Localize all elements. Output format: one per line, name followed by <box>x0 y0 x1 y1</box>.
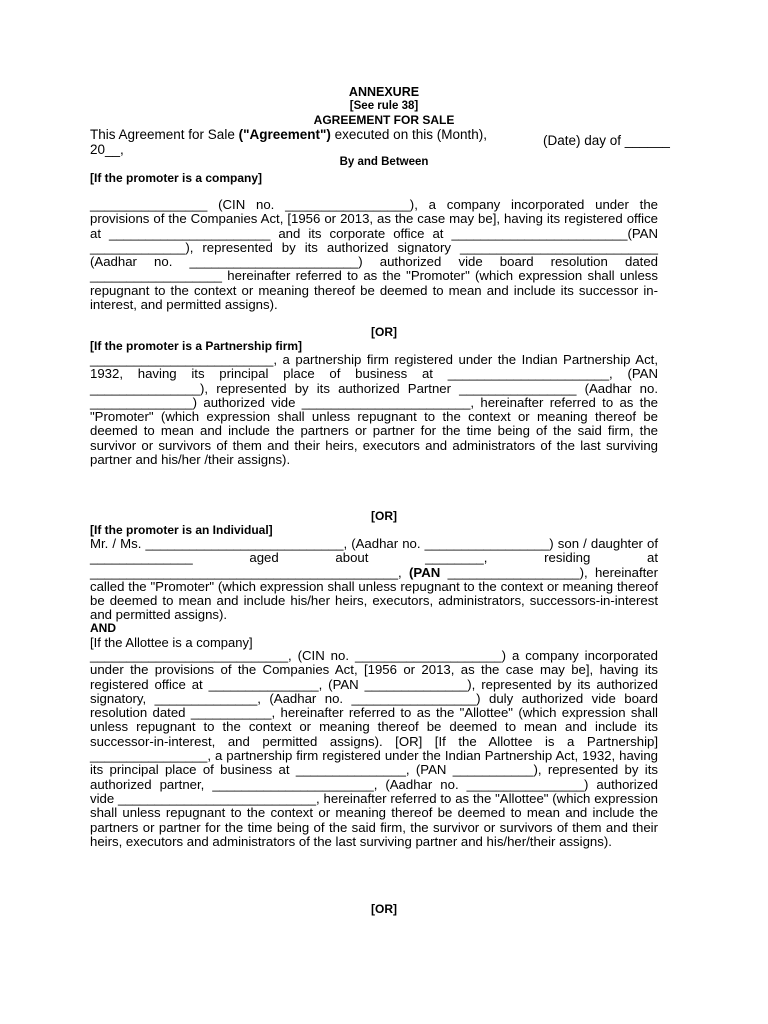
promoter-individual-text-b: __________________), hereinafter called the "Promoter" (which expression shall unless repugnant to the context or meaning thereof be deemed to mean and include his/her heirs, executors, administrators, successors-in-interest and permitted assigns). <box>90 564 658 623</box>
promoter-company-text: ________________ (CIN no. _________________), a company incorporated under the provisions of the Companies Act, [1956 or 2013, as the case may be], having its registered office at ______________________ and its corporate office at ________________________(PAN _____________), represented by its authorized signatory ___________________________ (Aadhar no. _______________________) authorized vide board resolution dated __________________ hereinafter referred to as the "Promoter" (which expression shall unless repugnant to the context or meaning thereof be deemed to mean and include its successor in-interest, and permitted assigns). <box>90 197 658 313</box>
or-separator-2: [OR] <box>371 509 397 523</box>
allottee-company-paragraph <box>90 649 658 849</box>
promoter-partnership-label: [If the promoter is a Partnership firm] <box>90 339 303 353</box>
intro-paragraph <box>90 127 510 157</box>
or-separator-1: [OR] <box>371 325 397 339</box>
allottee-company-label: [If the Allottee is a company] <box>90 635 253 650</box>
promoter-partnership-text: _________________________, a partnership firm registered under the Indian Partnership Act, 1932, having its principal place of business at ______________________, (PAN _______________), represented by its authorized Partner ________________ (Aadhar no. ______________) authorized vide _______________________, hereinafter referred to as the "Promoter" (which expression shall unless repugnant to the context or meaning thereof be deemed to mean and include the partners or partner for the time being of the said firm, the survivor or survivors of them and their heirs, executors and administrators of the last surviving partner and his/her /their assigns). <box>90 352 658 468</box>
intro-text-a: This Agreement for Sale <box>90 127 239 142</box>
by-and-between-heading: By and Between <box>339 156 429 168</box>
promoter-individual-text-a: Mr. / Ms. ___________________________, (Aadhar no. _________________) son / daughter of ______________ aged about ________, residing at __________________________________________, <box>90 536 658 580</box>
promoter-partnership-paragraph <box>90 353 658 467</box>
intro-text-c: executed on this (Month), 20__, <box>90 127 487 157</box>
promoter-individual-pan: (PAN <box>409 564 441 580</box>
annexure-heading: ANNEXURE <box>348 85 420 99</box>
intro-agreement-term: ("Agreement") <box>238 127 331 142</box>
rule-reference: [See rule 38] <box>349 100 419 112</box>
promoter-individual-label: [If the promoter is an Individual] <box>90 523 273 537</box>
document-title: AGREEMENT FOR SALE <box>313 113 455 127</box>
allottee-company-text: ___________________________, (CIN no. ____________________) a company incorporated under the provisions of the Companies Act, [1956 or 2013, as the case may be], having its registered office at _______________, (PAN ______________), represented by its authorized signatory, ______________, (Aadhar no. _________________) duly authorized vide board resolution dated ___________, hereinafter referred to as the "Allottee" (which expression shall unless repugnant to the context or meaning thereof be deemed to mean and include its successor-in-interest, and permitted assigns). [OR] [If the Allottee is a Partnership] ________________, a partnership firm registered under the Indian Partnership Act, 1932, having its principal place of business at _______________, (PAN ___________), represented by its authorized partner, ______________________, (Aadhar no. ________________) authorized vide ___________________________, hereinafter referred to as the "Allottee" (which expression shall unless repugnant to the context or meaning thereof be deemed to mean and include the partners or partner for the time being of the said firm, the survivor or survivors of them and their heirs, executors and administrators of the last surviving partner and his/her/their assigns). <box>90 648 658 849</box>
promoter-company-paragraph <box>90 198 658 312</box>
or-separator-3: [OR] <box>371 902 397 916</box>
and-separator: AND <box>90 621 116 635</box>
promoter-individual-paragraph <box>90 537 658 623</box>
date-day-field: (Date) day of ______ <box>543 133 670 148</box>
promoter-company-label: [If the promoter is a company] <box>90 171 263 185</box>
